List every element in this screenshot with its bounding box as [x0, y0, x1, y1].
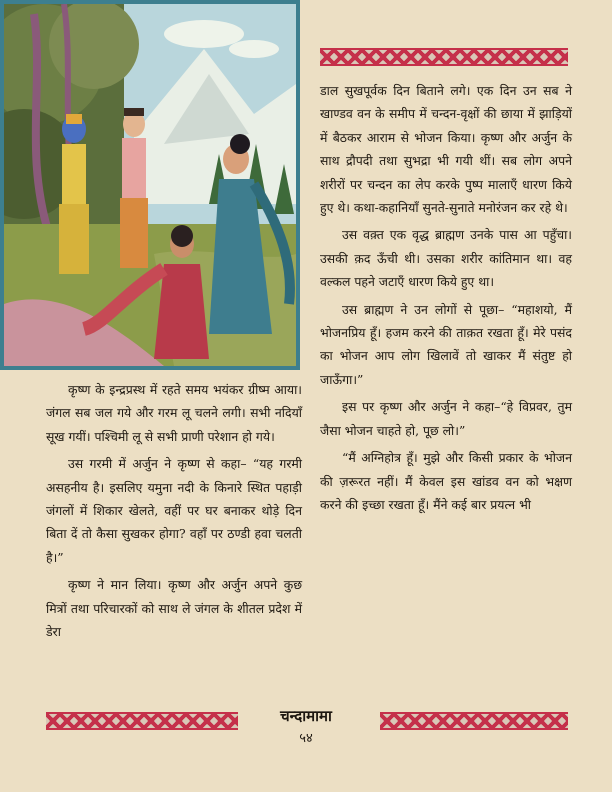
- paragraph: कृष्ण ने मान लिया। कृष्ण और अर्जुन अपने कुछ मित्रों तथा परिचारकों को साथ ले जंगल के शीतल प्रदेश में डेरा: [46, 577, 302, 640]
- page-number: ५४: [299, 731, 313, 746]
- illustration-krishna-arjuna-draupadi-subhadra: [4, 4, 296, 366]
- story-illustration: [0, 0, 300, 370]
- paragraph: डाल सुखपूर्वक दिन बिताने लगे। एक दिन उन सब ने खाण्डव वन के समीप में चन्दन-वृक्षों की छाया में झाड़ियों में बैठकर आराम से भोजन किया। कृष्ण और अर्जुन के साथ द्रौपदी तथा सुभद्रा भी गयी थीं। सब लोग अपने शरीरों पर चन्दन का लेप करके पुष्प मालाएँ धारण किये हुए थे। कथा-कहानियाँ सुनते-सुनाते मनोरंजन कर रहे थे।: [320, 83, 572, 216]
- paragraph: इस पर कृष्ण और अर्जुन ने कहा–“हे विप्रवर, तुम जैसा भोजन चाहते हो, पूछ लो।”: [320, 399, 572, 438]
- magazine-title: चन्दामामा: [280, 707, 332, 725]
- left-column: [46, 378, 302, 643]
- paragraph: उस ब्राह्मण ने उन लोगों से पूछा– “महाशयो, मैं भोजनप्रिय हूँ। हजम करने की ताक़त रखता हूँ। मेरे पसंद का भोजन आप लोग खिलावें तो खाकर मैं संतुष्ट हो जाऊँगा।”: [320, 301, 572, 387]
- paragraph: कृष्ण के इन्द्रप्रस्थ में रहते समय भयंकर ग्रीष्म आया। जंगल सब जल गये और गरम लू चलने लगी। सभी नदियाँ सूख गयीं। पश्चिमी लू से सभी प्राणी परेशान हो गये।: [46, 382, 302, 444]
- paragraph: उस वक़्त एक वृद्ध ब्राह्मण उनके पास आ पहुँचा। उसकी क़द ऊँची थी। उसका शरीर कांतिमान था। वह वल्कल पहने जटाएँ धारण किये हुए था।: [320, 227, 572, 290]
- decorative-border-bottom-right: [380, 712, 568, 730]
- paragraph: “मैं अग्निहोत्र हूँ। मुझे और किसी प्रकार के भोजन की ज़रूरत नहीं। मैं केवल इस खांडव वन को भक्षण करने की इच्छा रखता हूँ। मैंने कई बार प्रयत्न भी: [320, 450, 572, 512]
- right-column: [320, 79, 572, 516]
- decorative-border-bottom-left: [46, 712, 238, 730]
- paragraph: उस गरमी में अर्जुन ने कृष्ण से कहा– “यह गरमी असहनीय है। इसलिए यमुना नदी के किनारे स्थित पहाड़ी जंगलों में शिकार खेलते, वहीं पर घर बनाकर थोड़े दिन बिता दें तो कैसा सुखकर होगा? वहाँ पर ठण्डी हवा चलती है।”: [46, 456, 302, 565]
- decorative-border-top-right: [320, 48, 568, 66]
